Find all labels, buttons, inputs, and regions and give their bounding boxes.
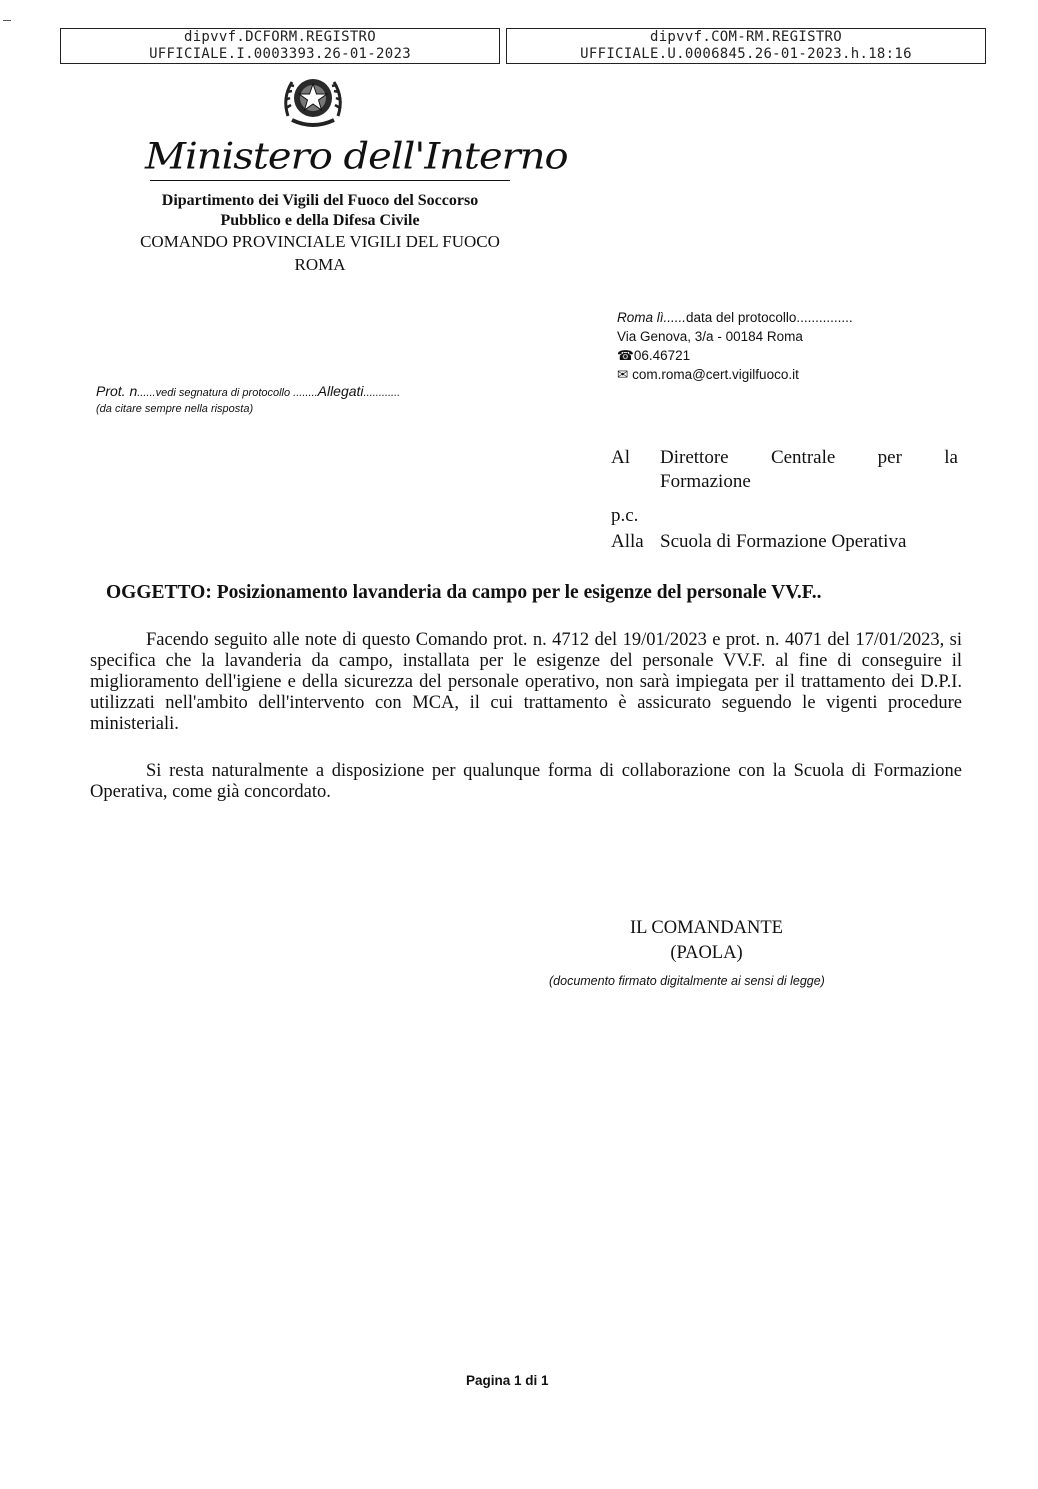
contact-block [617, 308, 853, 384]
department-line-2: Pubblico e della Difesa Civile [220, 212, 420, 229]
phone-number: 06.46721 [633, 348, 691, 363]
email-address: com.roma@cert.vigilfuoco.it [632, 367, 799, 382]
protocol-reference [96, 383, 400, 417]
cc-prefix: Alla [611, 531, 644, 552]
command-name: COMANDO PROVINCIALE VIGILI DEL FUOCO [140, 232, 500, 251]
ministry-name: Ministero dell'Interno [145, 136, 568, 178]
ministry-underline [150, 180, 510, 181]
recipient-line-1 [660, 446, 958, 470]
recipient-line-2: Formazione [660, 471, 751, 492]
recipient-word: per [877, 447, 902, 468]
allegati-dots: ............ [363, 387, 401, 399]
subject-label: OGGETTO: [106, 582, 212, 603]
address-line: Via Genova, 3/a - 00184 Roma [617, 329, 803, 344]
stamp-registry-line: dipvvf.DCFORM.REGISTRO [183, 29, 377, 45]
subject-text: Posizionamento lavanderia da campo per le esigenze del personale VV.F.. [216, 582, 822, 603]
digital-signature-note: (documento firmato digitalmente ai sensi di legge) [549, 974, 825, 988]
department-line-1: Dipartimento dei Vigili del Fuoco del Soccorso [161, 192, 479, 209]
scan-margin-mark [3, 20, 11, 21]
recipient-word: Centrale [770, 447, 836, 468]
stamp-registry-line: dipvvf.COM-RM.REGISTRO [649, 29, 843, 45]
date-prefix: Roma lì...... [617, 310, 687, 325]
command-city: ROMA [294, 255, 346, 274]
cc-recipient: Scuola di Formazione Operativa [660, 531, 907, 552]
prot-text: ......vedi segnatura di protocollo ........ [137, 387, 318, 399]
incoming-protocol-stamp [60, 28, 500, 64]
protocol-line [96, 383, 400, 401]
body-paragraph-1: Facendo seguito alle note di questo Comando prot. n. 4712 del 19/01/2023 e prot. n. 4071 del 17/01/2023, si specifica che la lavanderia da campo, installata per le esigenze del personale VV.F. al fine di conseguire il miglioramento dell'igiene e della sicurezza del personale operativo, non sarà impiegata per il trattamento dei D.P.I. utilizzati nell'ambito dell'intervento con MCA, il cui trattamento è assicurato seguendo le vigenti procedure ministeriali. [90, 630, 962, 734]
recipient-prefix: Al [611, 447, 630, 468]
signatory-title: IL COMANDANTE [630, 918, 783, 938]
outgoing-protocol-stamp [506, 28, 986, 64]
italian-republic-emblem-icon [278, 68, 348, 134]
date-line [617, 308, 853, 327]
body-paragraph-2: Si resta naturalmente a disposizione per qualunque forma di collaborazione con la Scuola di Formazione Operativa, come già concordato. [90, 761, 962, 802]
prot-label: Prot. n [96, 383, 138, 399]
email-line [617, 365, 853, 384]
allegati-label: Allegati [317, 383, 364, 399]
signatory-name: (PAOLA) [670, 943, 743, 963]
date-text: data del protocollo............... [686, 310, 853, 325]
protocol-note: (da citare sempre nella risposta) [96, 403, 254, 415]
phone-line [617, 346, 853, 365]
cc-label: p.c. [611, 505, 639, 526]
stamp-number-line: UFFICIALE.U.0006845.26-01-2023.h.18:16 [580, 46, 912, 62]
email-icon: ✉ [617, 367, 629, 382]
phone-icon: ☎ [617, 348, 634, 363]
subject-line [106, 582, 822, 604]
page-number: Pagina 1 di 1 [466, 1373, 549, 1388]
recipient-word: Direttore [660, 447, 729, 468]
signature-block [630, 916, 783, 966]
stamp-number-line: UFFICIALE.I.0003393.26-01-2023 [149, 46, 411, 62]
recipient-word: la [944, 447, 958, 468]
